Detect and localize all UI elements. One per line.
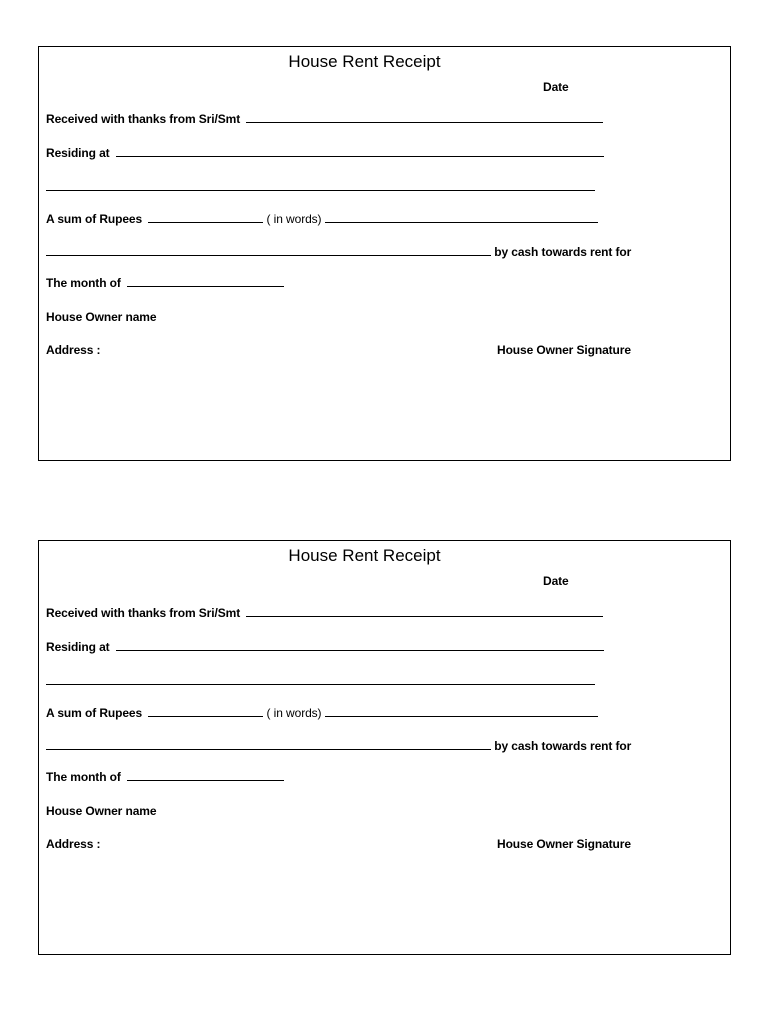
residing-row xyxy=(46,145,604,161)
in-words-label: ( in words) xyxy=(266,706,322,720)
receipt-title: House Rent Receipt xyxy=(288,52,441,71)
owner-name-label: House Owner name xyxy=(46,804,157,818)
rent-receipt-1 xyxy=(38,46,731,461)
cash-towards-label: by cash towards rent for xyxy=(494,739,632,753)
residing-address-blank[interactable] xyxy=(116,145,604,157)
address-continuation-row xyxy=(46,179,595,195)
residing-row xyxy=(46,639,604,655)
residing-address-blank[interactable] xyxy=(116,639,604,651)
sum-label: A sum of Rupees xyxy=(46,706,143,720)
sum-row xyxy=(46,705,598,721)
amount-figures-blank[interactable] xyxy=(148,211,263,223)
received-from-row xyxy=(46,605,603,621)
payer-name-blank[interactable] xyxy=(246,605,603,617)
address-continuation-blank[interactable] xyxy=(46,673,595,685)
cash-towards-label: by cash towards rent for xyxy=(494,245,632,259)
received-from-label: Received with thanks from Sri/Smt xyxy=(46,606,241,620)
signature-label: House Owner Signature xyxy=(497,343,631,357)
amount-words-continuation-blank[interactable] xyxy=(46,244,491,256)
month-blank[interactable] xyxy=(127,275,284,287)
sum-label: A sum of Rupees xyxy=(46,212,143,226)
address-continuation-row xyxy=(46,673,595,689)
receipt-title: House Rent Receipt xyxy=(288,546,441,565)
address-label: Address : xyxy=(46,837,101,851)
residing-label: Residing at xyxy=(46,146,110,160)
residing-label: Residing at xyxy=(46,640,110,654)
received-from-label: Received with thanks from Sri/Smt xyxy=(46,112,241,126)
month-blank[interactable] xyxy=(127,769,284,781)
payer-name-blank[interactable] xyxy=(246,111,603,123)
month-row xyxy=(46,275,284,291)
owner-name-label: House Owner name xyxy=(46,310,157,324)
date-label: Date xyxy=(543,574,569,588)
address-continuation-blank[interactable] xyxy=(46,179,595,191)
signature-label: House Owner Signature xyxy=(497,837,631,851)
month-row xyxy=(46,769,284,785)
received-from-row xyxy=(46,111,603,127)
address-label: Address : xyxy=(46,343,101,357)
cash-row xyxy=(46,738,631,754)
month-label: The month of xyxy=(46,276,121,290)
month-label: The month of xyxy=(46,770,121,784)
date-label: Date xyxy=(543,80,569,94)
amount-words-continuation-blank[interactable] xyxy=(46,738,491,750)
in-words-label: ( in words) xyxy=(266,212,322,226)
amount-words-blank[interactable] xyxy=(325,705,598,717)
cash-row xyxy=(46,244,631,260)
sum-row xyxy=(46,211,598,227)
amount-words-blank[interactable] xyxy=(325,211,598,223)
rent-receipt-2 xyxy=(38,540,731,955)
amount-figures-blank[interactable] xyxy=(148,705,263,717)
